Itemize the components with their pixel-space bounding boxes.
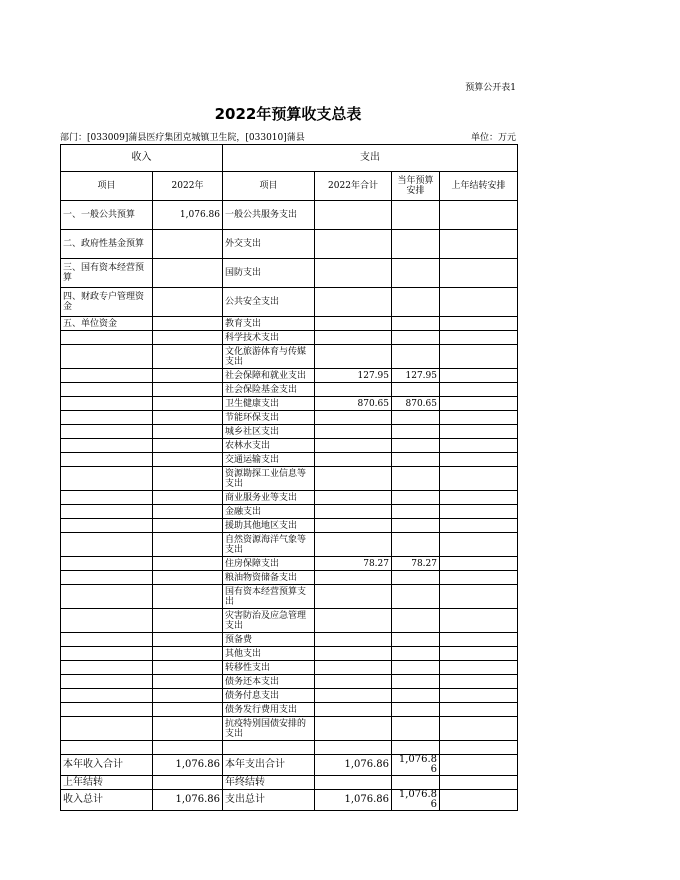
- cell-ex-carry: [440, 585, 518, 609]
- unit-label: 单位：万元: [470, 133, 516, 143]
- cell-in-amt: [153, 411, 223, 425]
- cell-ex-carry: [440, 491, 518, 505]
- cell-ex-carry: [440, 411, 518, 425]
- cell-ex-carry: [440, 201, 518, 230]
- cell-in-amt: [153, 557, 223, 571]
- cell-in-amt: [153, 259, 223, 288]
- cell-in-amt: [153, 689, 223, 703]
- cell-ex-cur: [392, 331, 440, 345]
- cell-ex-item: 抗疫特别国债安排的支出: [223, 717, 315, 741]
- cell-ex-cur: [392, 505, 440, 519]
- cell-ex-carry: [440, 790, 518, 811]
- table-row: [61, 425, 518, 439]
- cell-in-item: [61, 675, 153, 689]
- cell-in-amt: [153, 453, 223, 467]
- cell-ex-total: [315, 776, 392, 790]
- col-expense-carry: 上年结转安排: [440, 172, 518, 201]
- table-row: [61, 453, 518, 467]
- cell-ex-total: [315, 491, 392, 505]
- table-row: [61, 331, 518, 345]
- col-expense-current: 当年预算安排: [392, 172, 440, 201]
- table-row: [61, 703, 518, 717]
- cell-in-item: [61, 661, 153, 675]
- cell-ex-item: 债务还本支出: [223, 675, 315, 689]
- cell-in-amt: [153, 369, 223, 383]
- income-header: 收入: [61, 145, 223, 172]
- cell-ex-total: [315, 633, 392, 647]
- cell-ex-cur: [392, 533, 440, 557]
- cell-ex-item: 粮油物资储备支出: [223, 571, 315, 585]
- cell-ex-carry: [440, 331, 518, 345]
- cell-ex-total: [315, 288, 392, 317]
- cell-ex-total: [315, 331, 392, 345]
- cell-ex-item: 资源勘探工业信息等支出: [223, 467, 315, 491]
- cell-ex-total: [315, 317, 392, 331]
- table-row: [61, 397, 518, 411]
- cell-ex-item: 商业服务业等支出: [223, 491, 315, 505]
- cell-ex-item: 债务付息支出: [223, 689, 315, 703]
- cell-ex-carry: [440, 609, 518, 633]
- table-row: [61, 689, 518, 703]
- cell-ex-item: 农林水支出: [223, 439, 315, 453]
- cell-ex-item: 卫生健康支出: [223, 397, 315, 411]
- cell-in-item: 收入总计: [61, 790, 153, 811]
- cell-ex-total: [315, 717, 392, 741]
- cell-in-amt: [153, 703, 223, 717]
- cell-in-item: [61, 345, 153, 369]
- cell-ex-cur: [392, 317, 440, 331]
- cell-ex-total: [315, 411, 392, 425]
- cell-ex-cur: [392, 425, 440, 439]
- table-row: [61, 288, 518, 317]
- table-row: [61, 491, 518, 505]
- cell-in-amt: [153, 609, 223, 633]
- cell-ex-item: [223, 741, 315, 755]
- cell-in-item: [61, 585, 153, 609]
- table-row: [61, 411, 518, 425]
- table-row: [61, 467, 518, 491]
- cell-in-item: 二、政府性基金预算: [61, 230, 153, 259]
- table-row: [61, 776, 518, 790]
- cell-in-amt: [153, 491, 223, 505]
- cell-ex-total: [315, 703, 392, 717]
- cell-ex-item: 灾害防治及应急管理支出: [223, 609, 315, 633]
- cell-ex-cur: [392, 201, 440, 230]
- cell-ex-item: 节能环保支出: [223, 411, 315, 425]
- page-title: 2022年预算收支总表: [214, 105, 362, 123]
- table-row: [61, 717, 518, 741]
- cell-ex-cur: [392, 439, 440, 453]
- cell-in-amt: [153, 533, 223, 557]
- cell-ex-carry: [440, 519, 518, 533]
- cell-ex-item: 交通运输支出: [223, 453, 315, 467]
- table-row: [61, 557, 518, 571]
- cell-ex-item: 本年支出合计: [223, 755, 315, 776]
- table-row: [61, 533, 518, 557]
- table-row: [61, 675, 518, 689]
- cell-ex-cur: [392, 453, 440, 467]
- cell-ex-carry: [440, 369, 518, 383]
- cell-ex-cur: [392, 519, 440, 533]
- cell-in-item: 三、国有资本经营预算: [61, 259, 153, 288]
- cell-ex-cur: [392, 776, 440, 790]
- table-row: [61, 369, 518, 383]
- table-row: [61, 505, 518, 519]
- cell-in-item: [61, 453, 153, 467]
- cell-ex-carry: [440, 661, 518, 675]
- cell-ex-carry: [440, 453, 518, 467]
- cell-ex-cur: [392, 259, 440, 288]
- table-row: [61, 741, 518, 755]
- cell-in-item: [61, 557, 153, 571]
- table-row: [61, 609, 518, 633]
- cell-in-amt: [153, 661, 223, 675]
- cell-ex-carry: [440, 288, 518, 317]
- cell-ex-total: [315, 505, 392, 519]
- cell-ex-carry: [440, 317, 518, 331]
- cell-ex-item: 城乡社区支出: [223, 425, 315, 439]
- cell-in-item: [61, 703, 153, 717]
- cell-ex-carry: [440, 397, 518, 411]
- cell-in-amt: [153, 505, 223, 519]
- cell-in-amt: [153, 633, 223, 647]
- table-row: [61, 317, 518, 331]
- table-row: [61, 633, 518, 647]
- cell-in-amt: [153, 288, 223, 317]
- cell-ex-item: 其他支出: [223, 647, 315, 661]
- cell-in-item: [61, 609, 153, 633]
- cell-ex-item: 金融支出: [223, 505, 315, 519]
- cell-in-item: [61, 397, 153, 411]
- department-label: 部门：[033009]蒲县医疗集团克城镇卫生院，[033010]蒲县: [60, 133, 305, 143]
- cell-ex-cur: [392, 491, 440, 505]
- cell-ex-carry: [440, 703, 518, 717]
- cell-ex-carry: [440, 439, 518, 453]
- col-income-year: 2022年: [153, 172, 223, 201]
- cell-ex-carry: [440, 557, 518, 571]
- cell-in-item: [61, 689, 153, 703]
- cell-in-amt: [153, 519, 223, 533]
- cell-ex-cur: [392, 230, 440, 259]
- cell-ex-item: 援助其他地区支出: [223, 519, 315, 533]
- cell-in-item: [61, 533, 153, 557]
- cell-ex-cur: [392, 633, 440, 647]
- table-code: 预算公开表1: [465, 83, 516, 93]
- cell-in-amt: [153, 467, 223, 491]
- table-row: [61, 571, 518, 585]
- cell-ex-cur: [392, 689, 440, 703]
- cell-ex-cur: [392, 717, 440, 741]
- cell-in-item: [61, 571, 153, 585]
- cell-in-item: [61, 383, 153, 397]
- cell-ex-cur: [392, 585, 440, 609]
- cell-ex-cur: [392, 467, 440, 491]
- cell-ex-total: [315, 453, 392, 467]
- cell-ex-item: 自然资源海洋气象等支出: [223, 533, 315, 557]
- cell-ex-total: [315, 585, 392, 609]
- col-income-item: 项目: [61, 172, 153, 201]
- table-row: [61, 585, 518, 609]
- cell-in-item: [61, 717, 153, 741]
- cell-ex-item: 债务发行费用支出: [223, 703, 315, 717]
- cell-ex-cur: 127.95: [392, 369, 440, 383]
- cell-ex-item: 公共安全支出: [223, 288, 315, 317]
- cell-ex-total: [315, 467, 392, 491]
- cell-ex-total: [315, 689, 392, 703]
- cell-ex-carry: [440, 425, 518, 439]
- col-expense-total: 2022年合计: [315, 172, 392, 201]
- cell-ex-total: 127.95: [315, 369, 392, 383]
- cell-ex-item: 一般公共服务支出: [223, 201, 315, 230]
- cell-ex-carry: [440, 259, 518, 288]
- cell-ex-cur: 1,076.86: [392, 755, 440, 776]
- cell-in-amt: [153, 439, 223, 453]
- cell-in-item: 四、财政专户管理资金: [61, 288, 153, 317]
- cell-ex-cur: [392, 741, 440, 755]
- cell-in-item: 一、一般公共预算: [61, 201, 153, 230]
- cell-in-amt: 1,076.86: [153, 201, 223, 230]
- cell-in-item: [61, 519, 153, 533]
- cell-ex-cur: [392, 411, 440, 425]
- cell-in-amt: [153, 425, 223, 439]
- cell-in-item: [61, 331, 153, 345]
- cell-in-amt: [153, 317, 223, 331]
- cell-in-amt: [153, 331, 223, 345]
- cell-ex-item: 科学技术支出: [223, 331, 315, 345]
- cell-ex-cur: [392, 383, 440, 397]
- cell-in-item: [61, 491, 153, 505]
- cell-ex-carry: [440, 533, 518, 557]
- cell-ex-cur: 870.65: [392, 397, 440, 411]
- cell-in-amt: [153, 675, 223, 689]
- cell-ex-carry: [440, 717, 518, 741]
- cell-in-amt: [153, 571, 223, 585]
- cell-in-item: [61, 411, 153, 425]
- cell-ex-total: [315, 230, 392, 259]
- cell-in-amt: [153, 230, 223, 259]
- cell-in-item: 五、单位资金: [61, 317, 153, 331]
- cell-ex-total: [315, 519, 392, 533]
- cell-ex-carry: [440, 571, 518, 585]
- cell-ex-total: [315, 741, 392, 755]
- cell-in-amt: [153, 741, 223, 755]
- table-row: [61, 345, 518, 369]
- cell-ex-total: 78.27: [315, 557, 392, 571]
- cell-ex-item: 教育支出: [223, 317, 315, 331]
- expense-header: 支出: [223, 145, 518, 172]
- cell-ex-item: 支出总计: [223, 790, 315, 811]
- table-row: [61, 755, 518, 776]
- cell-in-item: [61, 425, 153, 439]
- cell-in-amt: [153, 647, 223, 661]
- cell-ex-carry: [440, 741, 518, 755]
- cell-ex-cur: [392, 288, 440, 317]
- cell-ex-total: 870.65: [315, 397, 392, 411]
- cell-in-amt: [153, 717, 223, 741]
- cell-ex-carry: [440, 689, 518, 703]
- cell-in-item: [61, 369, 153, 383]
- cell-ex-total: [315, 571, 392, 585]
- cell-ex-item: 预备费: [223, 633, 315, 647]
- cell-in-item: 上年结转: [61, 776, 153, 790]
- cell-in-item: [61, 505, 153, 519]
- table-row: [61, 519, 518, 533]
- table-row: [61, 230, 518, 259]
- cell-ex-cur: [392, 345, 440, 369]
- table-row: [61, 201, 518, 230]
- cell-ex-total: [315, 439, 392, 453]
- cell-ex-total: [315, 383, 392, 397]
- cell-ex-cur: [392, 609, 440, 633]
- cell-in-amt: 1,076.86: [153, 790, 223, 811]
- cell-ex-total: [315, 647, 392, 661]
- cell-in-item: 本年收入合计: [61, 755, 153, 776]
- cell-ex-carry: [440, 230, 518, 259]
- cell-in-item: [61, 741, 153, 755]
- cell-ex-total: [315, 609, 392, 633]
- cell-ex-total: 1,076.86: [315, 790, 392, 811]
- cell-ex-total: [315, 201, 392, 230]
- cell-ex-total: [315, 675, 392, 689]
- cell-ex-item: 转移性支出: [223, 661, 315, 675]
- col-expense-item: 项目: [223, 172, 315, 201]
- cell-ex-item: 外交支出: [223, 230, 315, 259]
- cell-ex-total: [315, 533, 392, 557]
- cell-ex-carry: [440, 467, 518, 491]
- cell-ex-item: 社会保障和就业支出: [223, 369, 315, 383]
- cell-ex-item: 文化旅游体育与传媒支出: [223, 345, 315, 369]
- cell-ex-total: [315, 425, 392, 439]
- cell-ex-item: 社会保险基金支出: [223, 383, 315, 397]
- cell-ex-cur: [392, 675, 440, 689]
- table-row: [61, 661, 518, 675]
- cell-ex-total: [315, 661, 392, 675]
- cell-ex-carry: [440, 675, 518, 689]
- cell-ex-cur: [392, 647, 440, 661]
- cell-in-amt: 1,076.86: [153, 755, 223, 776]
- cell-ex-carry: [440, 505, 518, 519]
- cell-ex-carry: [440, 776, 518, 790]
- cell-ex-cur: 78.27: [392, 557, 440, 571]
- cell-ex-item: 住房保障支出: [223, 557, 315, 571]
- cell-ex-cur: [392, 703, 440, 717]
- cell-ex-cur: [392, 571, 440, 585]
- cell-in-amt: [153, 383, 223, 397]
- cell-ex-carry: [440, 755, 518, 776]
- cell-ex-item: 年终结转: [223, 776, 315, 790]
- cell-ex-item: 国防支出: [223, 259, 315, 288]
- cell-ex-carry: [440, 647, 518, 661]
- table-row: [61, 383, 518, 397]
- table-row: [61, 790, 518, 811]
- cell-in-item: [61, 633, 153, 647]
- table-row: [61, 647, 518, 661]
- cell-ex-carry: [440, 633, 518, 647]
- cell-in-item: [61, 467, 153, 491]
- cell-ex-total: [315, 345, 392, 369]
- cell-in-item: [61, 647, 153, 661]
- cell-ex-carry: [440, 383, 518, 397]
- cell-ex-cur: 1,076.86: [392, 790, 440, 811]
- cell-in-amt: [153, 585, 223, 609]
- cell-in-amt: [153, 345, 223, 369]
- cell-in-amt: [153, 397, 223, 411]
- table-row: [61, 439, 518, 453]
- cell-ex-item: 国有资本经营预算支出: [223, 585, 315, 609]
- budget-table: [60, 144, 518, 811]
- cell-ex-carry: [440, 345, 518, 369]
- cell-ex-cur: [392, 661, 440, 675]
- cell-ex-total: [315, 259, 392, 288]
- table-row: [61, 259, 518, 288]
- cell-ex-total: 1,076.86: [315, 755, 392, 776]
- cell-in-amt: [153, 776, 223, 790]
- cell-in-item: [61, 439, 153, 453]
